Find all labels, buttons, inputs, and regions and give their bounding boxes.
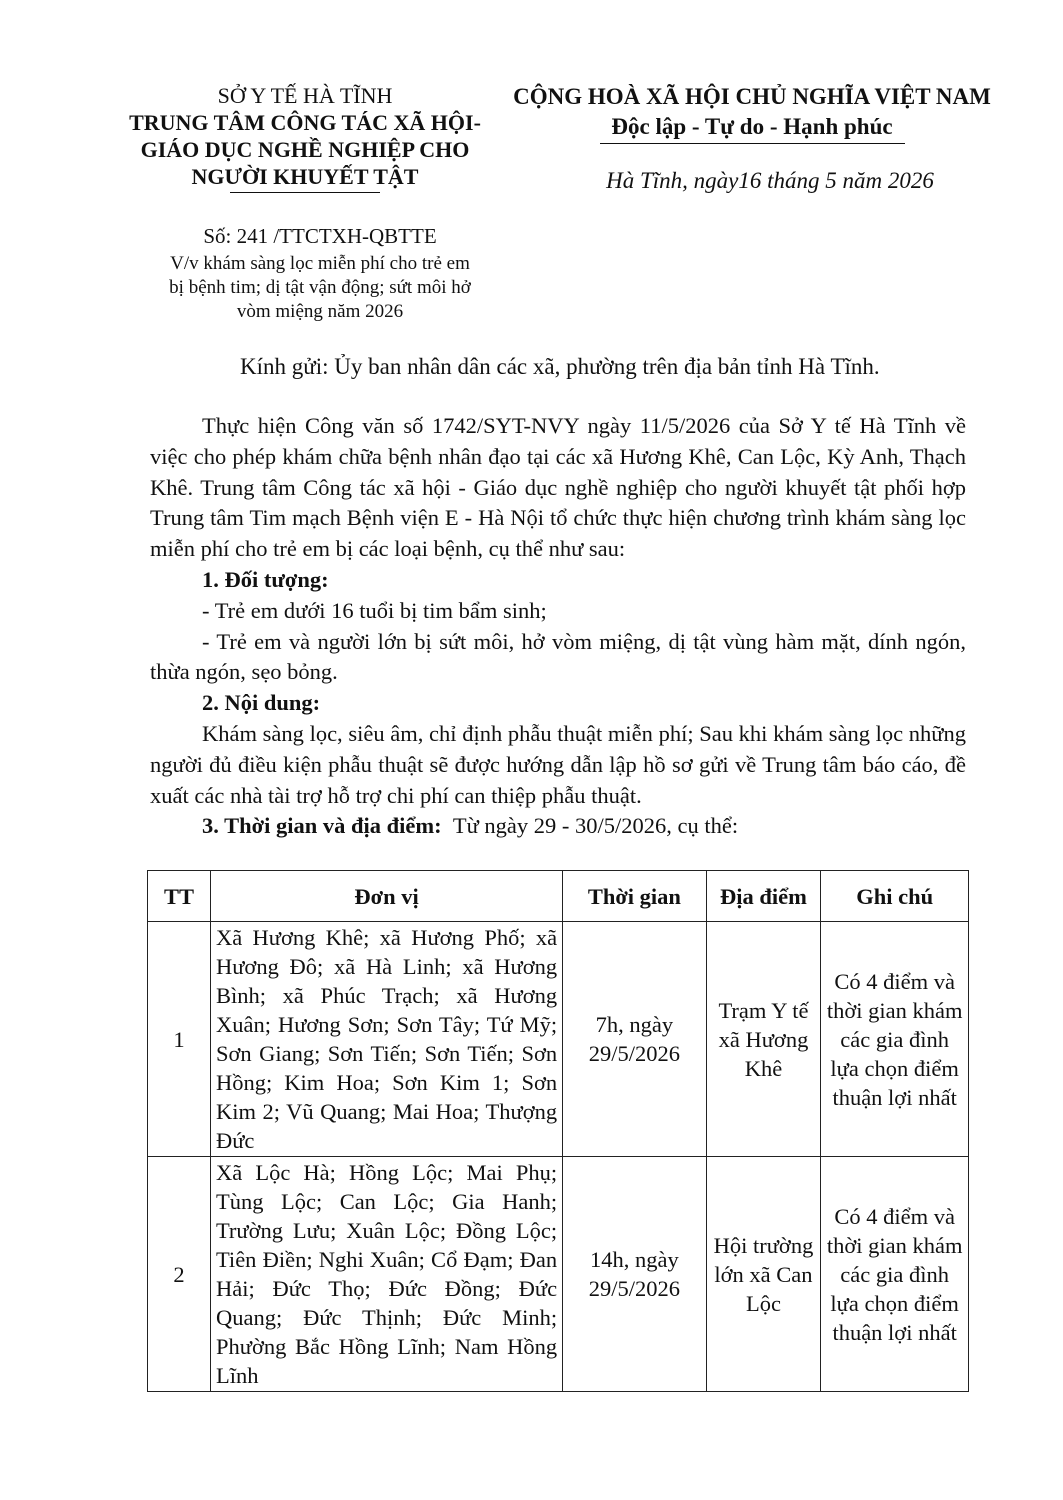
intro-paragraph: Thực hiện Công văn số 1742/SYT-NVY ngày 11/5/2026 của Sở Y tế Hà Tĩnh về việc cho phép khám chữa bệnh nhân đạo tại các xã Hương Khê, Can Lộc, Kỳ Anh, Thạch Khê. Trung tâm Công tác xã hội - Giáo dục nghề nghiệp cho người khuyết tật phối hợp Trung tâm Tim mạch Bệnh viện E - Hà Nội tổ chức thực hiện chương trình khám sàng lọc miễn phí cho trẻ em bị các loại bệnh, cụ thể như sau: — [150, 413, 966, 562]
header-tt: TT — [148, 871, 211, 922]
table-row — [148, 1157, 969, 1392]
table-header-row — [148, 871, 969, 922]
parent-agency: SỞ Y TẾ HÀ TĨNH — [217, 83, 393, 108]
row-place: Hội trường lớn xã Can Lộc — [706, 1157, 821, 1392]
document-body — [150, 411, 966, 842]
header-time: Thời gian — [563, 871, 707, 922]
row-time: 7h, ngày 29/5/2026 — [563, 922, 707, 1157]
national-motto: Độc lập - Tự do - Hạnh phúc — [611, 114, 893, 139]
schedule-table — [147, 870, 969, 1392]
nation-title: CỘNG HOÀ XÃ HỘI CHỦ NGHĨA VIỆT NAM — [513, 84, 991, 109]
document-number: Số: 241 /TTCTXH-QBTTE — [203, 224, 437, 248]
header-note: Ghi chú — [821, 871, 969, 922]
row-time: 14h, ngày 29/5/2026 — [563, 1157, 707, 1392]
section-1-item-1: - Trẻ em dưới 16 tuổi bị tim bẩm sinh; — [202, 597, 547, 623]
section-2-heading: 2. Nội dung: — [202, 690, 321, 716]
subject-line3: vòm miệng năm 2026 — [236, 301, 404, 322]
header-place: Địa điểm — [706, 871, 821, 922]
issuing-unit-line3: NGƯỜI KHUYẾT TẬT — [191, 164, 419, 189]
row-number: 1 — [148, 922, 211, 1157]
section-2-paragraph: Khám sàng lọc, siêu âm, chỉ định phẫu thuật miễn phí; Sau khi khám sàng lọc những người đủ điều kiện phẫu thuật sẽ được hướng dẫn lập hồ sơ gửi về Trung tâm báo cáo, đề xuất các nhà tài trợ hỗ trợ chi phí can thiệp phẫu thuật. — [150, 720, 966, 808]
section-3-text: Từ ngày 29 - 30/5/2026, cụ thể: — [452, 813, 739, 839]
subject-line2: bị bệnh tim; dị tật vận động; sứt môi hở — [169, 277, 471, 298]
section-1-heading: 1. Đối tượng: — [202, 566, 329, 592]
issuing-unit-line2: GIÁO DỤC NGHỀ NGHIỆP CHO — [140, 137, 470, 162]
row-units: Xã Lộc Hà; Hồng Lộc; Mai Phụ; Tùng Lộc; Can Lộc; Gia Hanh; Trường Lưu; Xuân Lộc; Đồng Lộc; Tiên Điền; Nghi Xuân; Cổ Đạm; Đan Hải; Đức Thọ; Đức Đồng; Đức Quang; Đức Thịnh; Đức Minh; Phường Bắc Hồng Lĩnh; Nam Hồng Lĩnh — [210, 1157, 562, 1392]
row-units: Xã Hương Khê; xã Hương Phố; xã Hương Đô; xã Hà Linh; xã Hương Bình; xã Phúc Trạch; xã Hương Xuân; Hương Sơn; Sơn Tây; Tứ Mỹ; Sơn Giang; Sơn Tiến; Sơn Tiến; Sơn Hồng; Kim Hoa; Sơn Kim 1; Sơn Kim 2; Vũ Quang; Mai Hoa; Thượng Đức — [210, 922, 562, 1157]
motto-underline — [600, 143, 905, 144]
table-row — [148, 922, 969, 1157]
section-3-line — [150, 811, 966, 842]
issuing-agency-block — [100, 82, 510, 193]
subject-line1: V/v khám sàng lọc miễn phí cho trẻ em — [170, 253, 470, 274]
row-note: Có 4 điểm và thời gian khám các gia đình lựa chọn điểm thuận lợi nhất — [821, 922, 969, 1157]
place-and-date: Hà Tĩnh, ngày16 tháng 5 năm 2026 — [606, 168, 934, 193]
header-unit: Đơn vị — [210, 871, 562, 922]
national-header-block — [502, 82, 1002, 144]
addressee: Kính gửi: Ủy ban nhân dân các xã, phường trên địa bản tỉnh Hà Tĩnh. — [240, 354, 880, 379]
row-place: Trạm Y tế xã Hương Khê — [706, 922, 821, 1157]
row-number: 2 — [148, 1157, 211, 1392]
row-note: Có 4 điểm và thời gian khám các gia đình lựa chọn điểm thuận lợi nhất — [821, 1157, 969, 1392]
section-1-item-2: - Trẻ em và người lớn bị sứt môi, hở vòm miệng, dị tật vùng hàm mặt, dính ngón, thừa ngón, sẹo bỏng. — [150, 628, 966, 685]
document-subject — [100, 252, 540, 324]
issuing-unit-line1: TRUNG TÂM CÔNG TÁC XÃ HỘI- — [129, 110, 481, 135]
section-3-heading: 3. Thời gian và địa điểm: — [202, 813, 442, 839]
agency-underline — [230, 192, 380, 193]
